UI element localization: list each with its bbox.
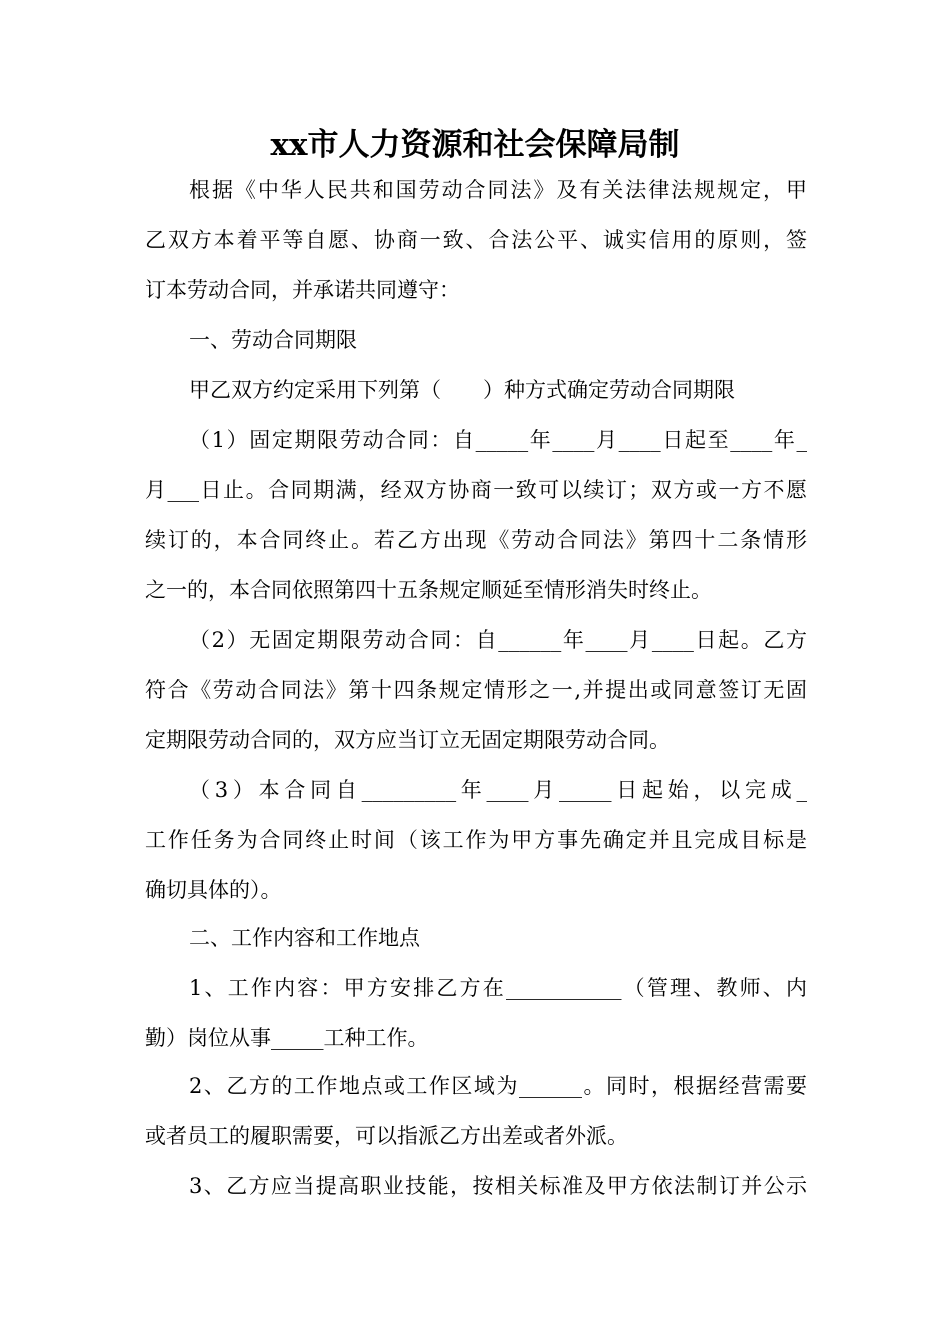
text-line: （3）本合同自_________年____月_____日起始，以完成_: [189, 778, 807, 802]
text-line: 符合《劳动合同法》第十四条规定情形之一,并提出或同意签订无固: [145, 678, 807, 702]
text-line: 订本劳动合同，并承诺共同遵守：: [145, 278, 460, 302]
text-line: （2）无固定期限劳动合同：自______年____月____日起。乙方: [189, 628, 807, 652]
text-line: 或者员工的履职需要，可以指派乙方出差或者外派。: [145, 1124, 628, 1148]
text-line: 乙双方本着平等自愿、协商一致、合法公平、诚实信用的原则，签: [145, 228, 807, 252]
text-line: 确切具体的）。: [145, 878, 282, 902]
text-line: 3、乙方应当提高职业技能，按相关标准及甲方依法制订并公示: [189, 1174, 807, 1198]
document-body: [145, 165, 807, 1211]
document-title: xx市人力资源和社会保障局制: [270, 127, 680, 163]
text-line: 定期限劳动合同的，双方应当订立无固定期限劳动合同。: [145, 728, 670, 752]
text-line: 续订的，本合同终止。若乙方出现《劳动合同法》第四十二条情形: [145, 528, 807, 552]
text-line: 月___日止。合同期满，经双方协商一致可以续订；双方或一方不愿: [145, 478, 807, 502]
section-heading: 一、劳动合同期限: [189, 328, 357, 352]
text-line: （1）固定期限劳动合同：自_____年____月____日起至____年_: [189, 428, 807, 452]
text-line: 根据《中华人民共和国劳动合同法》及有关法律法规规定，甲: [189, 178, 807, 202]
text-line: 甲乙双方约定采用下列第（ ）种方式确定劳动合同期限: [189, 378, 735, 402]
section-heading: 二、工作内容和工作地点: [189, 926, 420, 950]
text-line: 工作任务为合同终止时间（该工作为甲方事先确定并且完成目标是: [145, 828, 807, 852]
text-line: 1、工作内容：甲方安排乙方在___________（管理、教师、内: [189, 976, 807, 1000]
text-line: 勤）岗位从事_____工种工作。: [145, 1026, 429, 1050]
text-line: 2、乙方的工作地点或工作区域为______。同时，根据经营需要: [189, 1074, 807, 1098]
text-line: 之一的，本合同依照第四十五条规定顺延至情形消失时终止。: [145, 578, 712, 602]
